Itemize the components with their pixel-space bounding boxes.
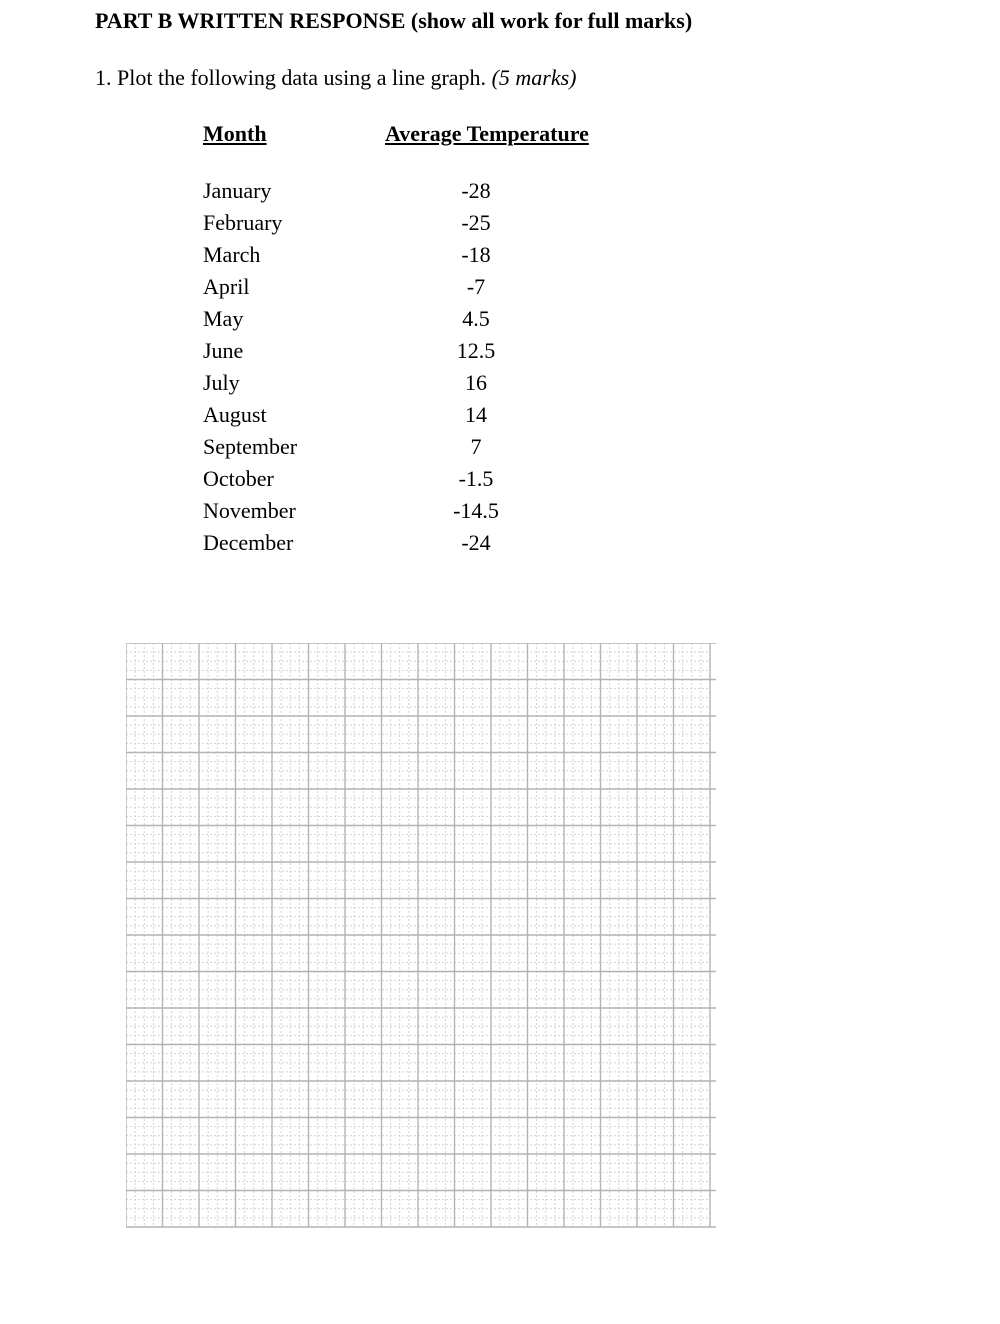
- temperature-cell: -7: [466, 274, 486, 299]
- temperature-cell: 14: [465, 402, 487, 427]
- month-cell: October: [203, 466, 274, 491]
- month-cell: December: [203, 530, 294, 555]
- question-1-marks: (5 marks): [491, 65, 577, 90]
- temperature-cell: 7: [470, 434, 482, 459]
- month-cell: September: [203, 434, 298, 459]
- temperature-cell: -18: [461, 242, 491, 267]
- temperature-column-header: Average Temperature: [385, 121, 589, 146]
- temperature-cell: -25: [461, 210, 491, 235]
- temperature-cell: -1.5: [458, 466, 494, 491]
- temperature-cell: -14.5: [453, 498, 499, 523]
- graph-paper-grid: [126, 643, 724, 1235]
- question-1: [95, 65, 577, 91]
- temperature-cell: -24: [461, 530, 491, 555]
- temperature-cell: -28: [461, 178, 491, 203]
- month-cell: November: [203, 498, 296, 523]
- month-cell: January: [203, 178, 272, 203]
- month-cell: July: [203, 370, 240, 395]
- temperature-cell: 12.5: [456, 338, 496, 363]
- part-b-heading: PART B WRITTEN RESPONSE (show all work for full marks): [95, 8, 693, 33]
- temperature-cell: 4.5: [462, 306, 490, 331]
- question-1-text: 1. Plot the following data using a line graph.: [95, 65, 487, 90]
- month-cell: August: [203, 402, 267, 427]
- temperature-cell: 16: [465, 370, 487, 395]
- month-cell: April: [203, 274, 250, 299]
- month-cell: May: [203, 306, 244, 331]
- month-cell: June: [203, 338, 244, 363]
- month-cell: March: [203, 242, 261, 267]
- month-cell: February: [203, 210, 283, 235]
- month-column-header: Month: [203, 121, 267, 146]
